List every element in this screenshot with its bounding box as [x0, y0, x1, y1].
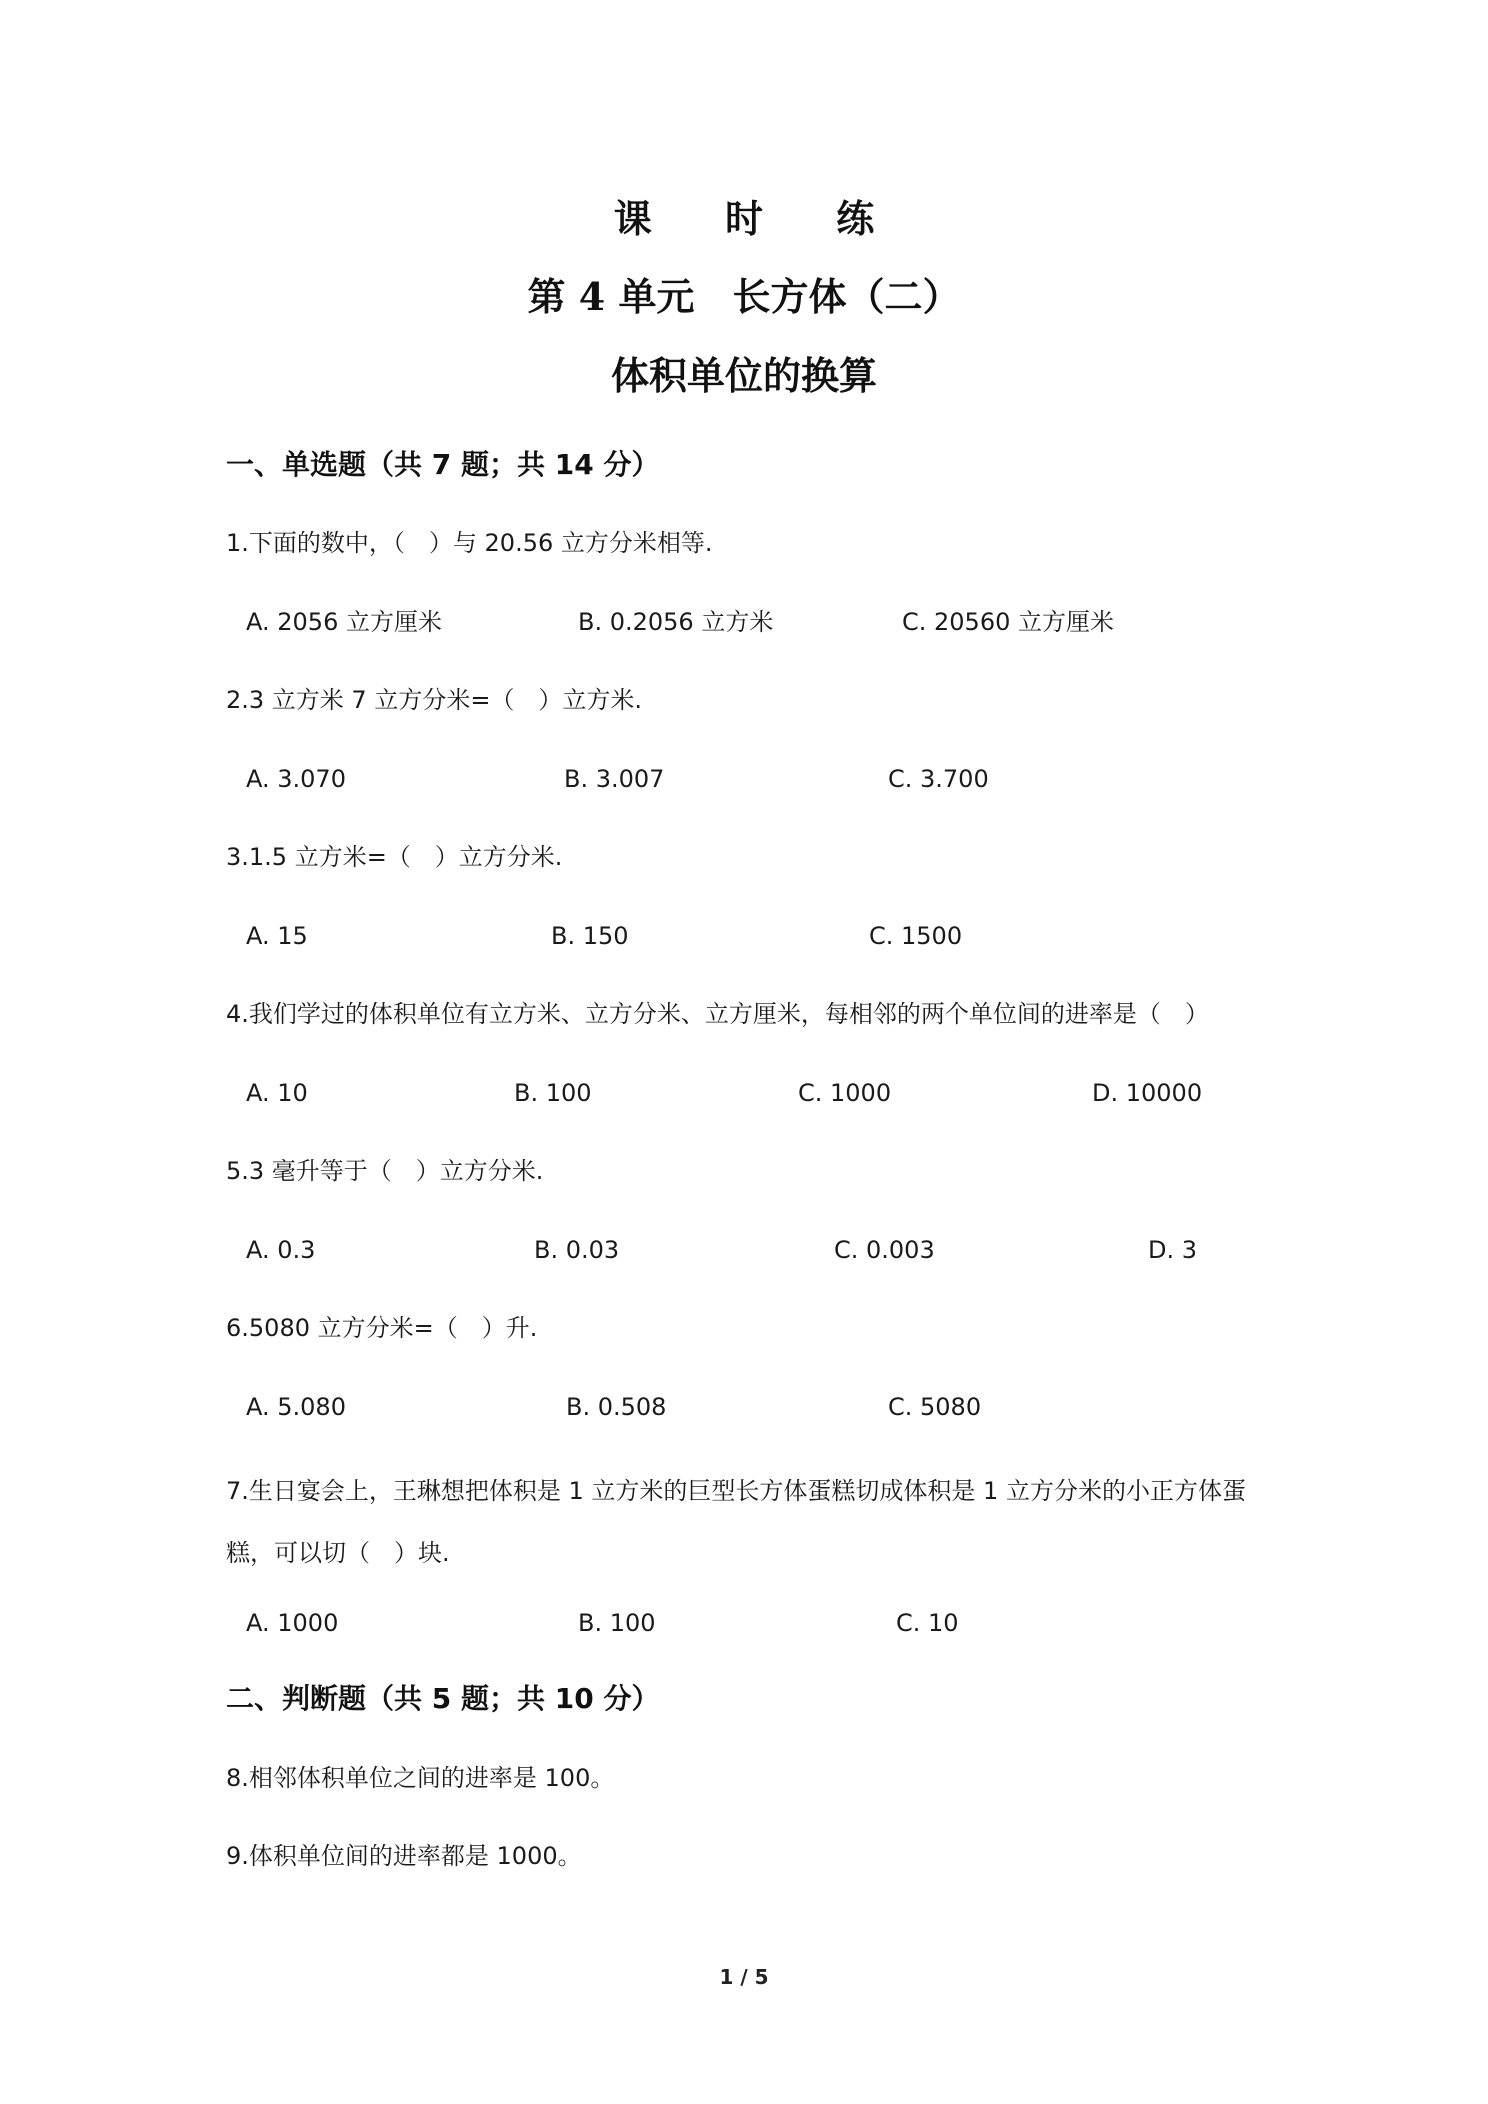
question-3: 3.1.5 立方米=（ ）立方分米.	[226, 843, 563, 871]
q2-option-c[interactable]: C. 3.700	[888, 765, 989, 793]
q7-option-a[interactable]: A. 1000	[246, 1609, 339, 1637]
q7-option-b[interactable]: B. 100	[578, 1609, 656, 1637]
question-5: 5.3 毫升等于（ ）立方分米.	[226, 1157, 544, 1185]
q6-option-b[interactable]: B. 0.508	[566, 1393, 667, 1421]
question-8: 8.相邻体积单位之间的进率是 100。	[226, 1764, 615, 1792]
question-9: 9.体积单位间的进率都是 1000。	[226, 1842, 582, 1870]
q4-option-c[interactable]: C. 1000	[798, 1079, 892, 1107]
question-7: 7.生日宴会上，王琳想把体积是 1 立方米的巨型长方体蛋糕切成体积是 1 立方分米的小正方体蛋糕，可以切（ ）块.	[226, 1477, 1246, 1567]
q4-option-d[interactable]: D. 10000	[1092, 1079, 1203, 1107]
q1-option-a[interactable]: A. 2056 立方厘米	[246, 608, 442, 636]
worksheet-title: 课 时 练	[613, 196, 905, 241]
q3-option-b[interactable]: B. 150	[551, 922, 629, 950]
question-6: 6.5080 立方分米=（ ）升.	[226, 1314, 538, 1342]
q3-option-c[interactable]: C. 1500	[869, 922, 963, 950]
q3-option-a[interactable]: A. 15	[246, 922, 308, 950]
q1-option-b[interactable]: B. 0.2056 立方米	[578, 608, 774, 636]
q5-option-d[interactable]: D. 3	[1148, 1236, 1198, 1264]
section-heading-single-choice: 一、单选题（共 7 题；共 14 分）	[226, 448, 660, 481]
lesson-title: 体积单位的换算	[610, 353, 877, 398]
page-number: 1 / 5	[719, 1965, 769, 1989]
q7-option-c[interactable]: C. 10	[896, 1609, 959, 1637]
q6-option-a[interactable]: A. 5.080	[246, 1393, 346, 1421]
q6-option-c[interactable]: C. 5080	[888, 1393, 982, 1421]
q4-option-b[interactable]: B. 100	[514, 1079, 592, 1107]
q5-option-c[interactable]: C. 0.003	[834, 1236, 935, 1264]
question-2: 2.3 立方米 7 立方分米=（ ）立方米.	[226, 686, 643, 714]
q4-option-a[interactable]: A. 10	[246, 1079, 308, 1107]
q1-option-c[interactable]: C. 20560 立方厘米	[902, 608, 1114, 636]
section-heading-true-false: 二、判断题（共 5 题；共 10 分）	[226, 1682, 660, 1715]
q2-option-a[interactable]: A. 3.070	[246, 765, 346, 793]
q5-option-b[interactable]: B. 0.03	[534, 1236, 620, 1264]
question-4: 4.我们学过的体积单位有立方米、立方分米、立方厘米，每相邻的两个单位间的进率是（ ）	[226, 1000, 1209, 1028]
q5-option-a[interactable]: A. 0.3	[246, 1236, 316, 1264]
q2-option-b[interactable]: B. 3.007	[564, 765, 665, 793]
unit-title: 第 4 单元 长方体（二）	[527, 274, 961, 319]
question-1: 1.下面的数中，（ ）与 20.56 立方分米相等.	[226, 529, 713, 557]
